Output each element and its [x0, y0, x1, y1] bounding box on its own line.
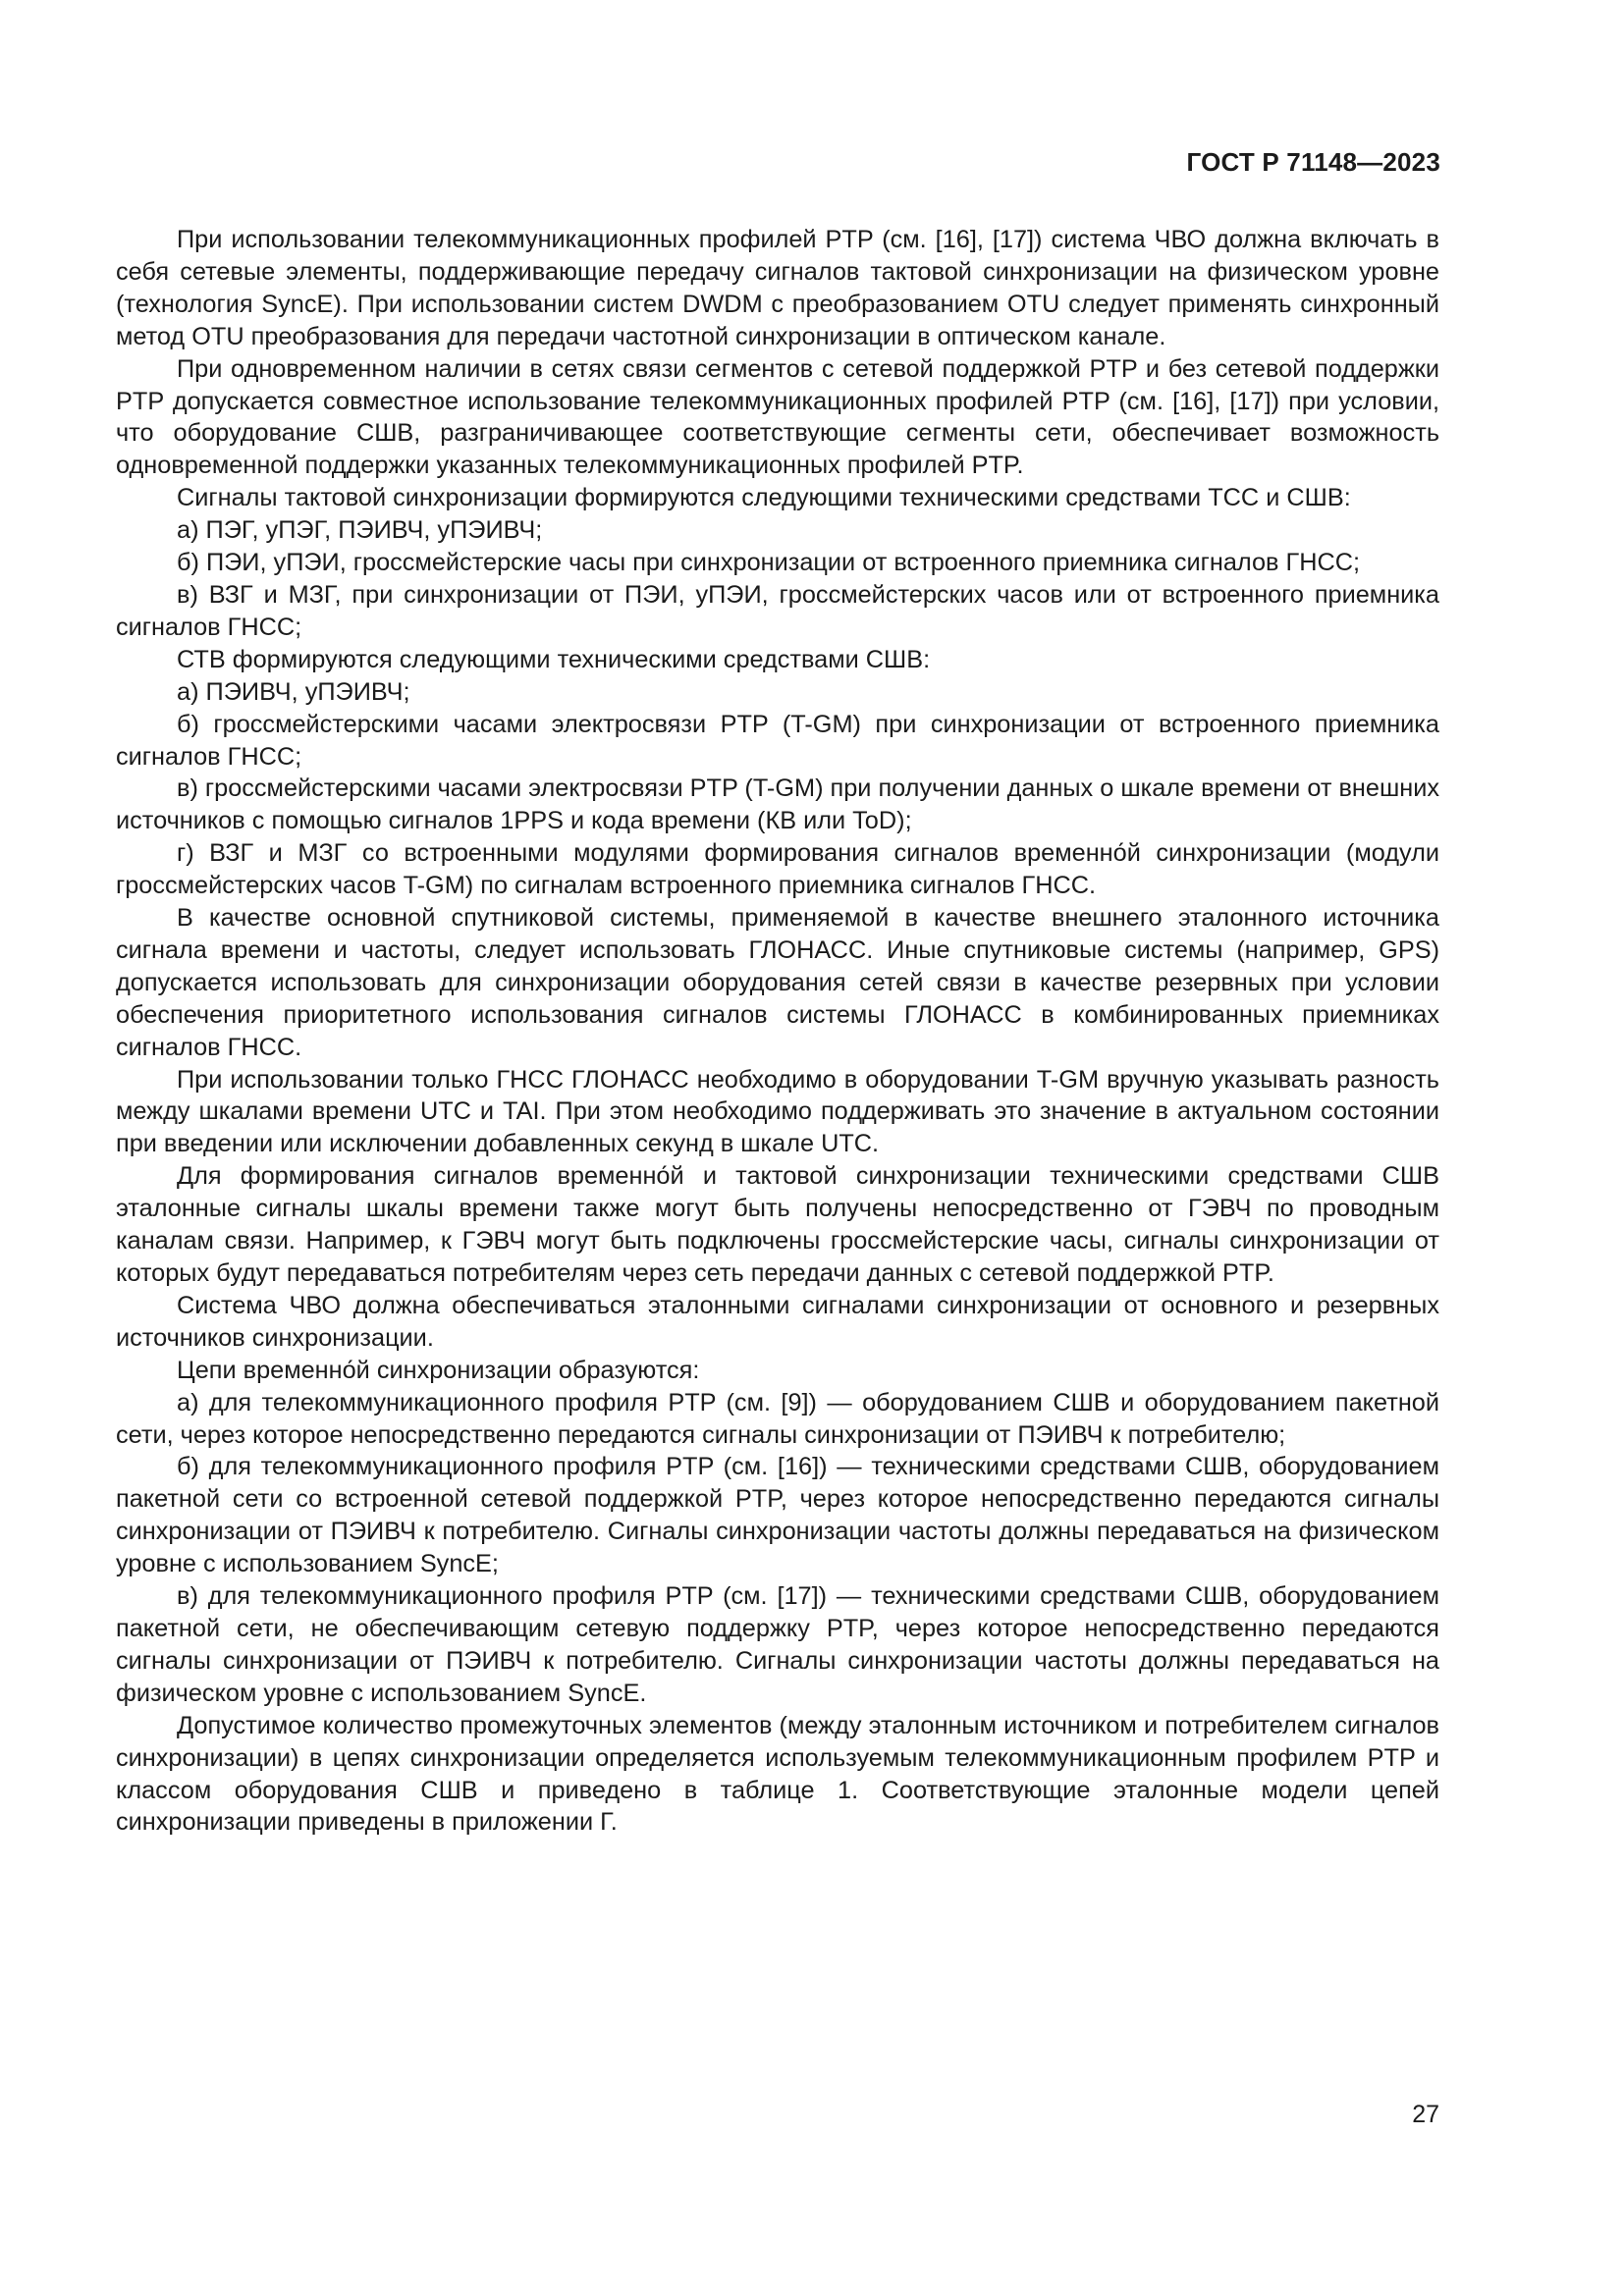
list-item: г) ВЗГ и МЗГ со встроенными модулями формирования сигналов временно́й синхронизации (модули гроссмейстерских часов T-GM) по сигналам встроенного приемника сигналов ГНСС. — [116, 839, 1439, 900]
list-item: б) гроссмейстерскими часами электросвязи PTP (T-GM) при синхронизации от встроенного приемника сигналов ГНСС; — [116, 710, 1439, 771]
list-item: в) для телекоммуникационного профиля PTP (см. [17]) — техническими средствами СШВ, оборудованием пакетной сети, не обеспечивающим сетевую поддержку PTP, через которое непосредственно передаются сигналы синхронизации от ПЭИВЧ к потребителю. Сигналы синхронизации частоты должны передаваться на физическом уровне с использованием SyncE. — [116, 1582, 1439, 1707]
paragraph: При использовании только ГНСС ГЛОНАСС необходимо в оборудовании T-GM вручную указывать разность между шкалами времени UTC и TAI. При этом необходимо поддерживать это значение в актуальном состоянии при введении или исключении добавленных секунд в шкале UTC. — [116, 1065, 1439, 1158]
list-item: в) ВЗГ и МЗГ, при синхронизации от ПЭИ, уПЭИ, гроссмейстерских часов или от встроенного приемника сигналов ГНСС; — [116, 580, 1439, 641]
document-code: ГОСТ Р 71148—2023 — [1186, 147, 1440, 177]
paragraph: В качестве основной спутниковой системы, применяемой в качестве внешнего эталонного источника сигнала времени и частоты, следует использовать ГЛОНАСС. Иные спутниковые системы (например, GPS) допускается использовать для синхронизации оборудования сетей связи в качестве резервных при условии обеспечения приоритетного использования сигналов системы ГЛОНАСС в комбинированных приемниках сигналов ГНСС. — [116, 904, 1439, 1061]
paragraph: Цепи временно́й синхронизации образуются: — [177, 1356, 700, 1384]
list-item: б) ПЭИ, уПЭИ, гроссмейстерские часы при синхронизации от встроенного приемника сигналов ГНСС; — [177, 549, 1361, 577]
paragraph: При использовании телекоммуникационных профилей PTP (см. [16], [17]) система ЧВО должна включать в себя сетевые элементы, поддерживающие передачу сигналов тактовой синхронизации на физическом уровне (технология SyncE). При использовании систем DWDM с преобразованием OTU следует применять синхронный метод OTU преобразования для передачи частотной синхронизации в оптическом канале. — [116, 226, 1439, 350]
list-item: в) гроссмейстерскими часами электросвязи PTP (T-GM) при получении данных о шкале времени от внешних источников с помощью сигналов 1PPS и кода времени (КВ или ToD); — [116, 774, 1439, 835]
paragraph: Система ЧВО должна обеспечиваться эталонными сигналами синхронизации от основного и резервных источников синхронизации. — [116, 1291, 1439, 1352]
paragraph: Допустимое количество промежуточных элементов (между эталонным источником и потребителем сигналов синхронизации) в цепях синхронизации определяется используемым телекоммуникационным профилем PTP и классом оборудования СШВ и приведено в таблице 1. Соответствующие эталонные модели цепей синхронизации приведены в приложении Г. — [116, 1711, 1439, 1837]
list-item: а) ПЭГ, уПЭГ, ПЭИВЧ, уПЭИВЧ; — [177, 516, 543, 545]
paragraph: При одновременном наличии в сетях связи сегментов с сетевой поддержкой PTP и без сетевой поддержки PTP допускается совместное использование телекоммуникационных профилей PTP (см. [16], [17]) при условии, что оборудование СШВ, разграничивающее соответствующие сегменты сети, обеспечивает возможность одновременной поддержки указанных телекоммуникационных профилей PTP. — [116, 354, 1439, 480]
document-body — [116, 224, 1439, 1839]
list-item: а) для телекоммуникационного профиля PTP (см. [9]) — оборудованием СШВ и оборудованием пакетной сети, через которое непосредственно передаются сигналы синхронизации от ПЭИВЧ к потребителю; — [116, 1388, 1439, 1449]
page-number: 27 — [1412, 2101, 1439, 2128]
list-item: а) ПЭИВЧ, уПЭИВЧ; — [177, 677, 410, 706]
paragraph: Для формирования сигналов временно́й и тактовой синхронизации техническими средствами СШВ эталонные сигналы шкалы времени также могут быть получены непосредственно от ГЭВЧ по проводным каналам связи. Например, к ГЭВЧ могут быть подключены гроссмейстерские часы, сигналы синхронизации от которых будут передаваться потребителям через сеть передачи данных с сетевой поддержкой PTP. — [116, 1162, 1439, 1287]
paragraph: СТВ формируются следующими техническими средствами СШВ: — [177, 645, 931, 673]
paragraph: Сигналы тактовой синхронизации формируются следующими техническими средствами ТСС и СШВ: — [177, 484, 1351, 512]
list-item: б) для телекоммуникационного профиля PTP (см. [16]) — техническими средствами СШВ, оборудованием пакетной сети со встроенной сетевой поддержкой PTP, через которое непосредственно передаются сигналы синхронизации от ПЭИВЧ к потребителю. Сигналы синхронизации частоты должны передаваться на физическом уровне с использованием SyncE; — [116, 1453, 1439, 1578]
